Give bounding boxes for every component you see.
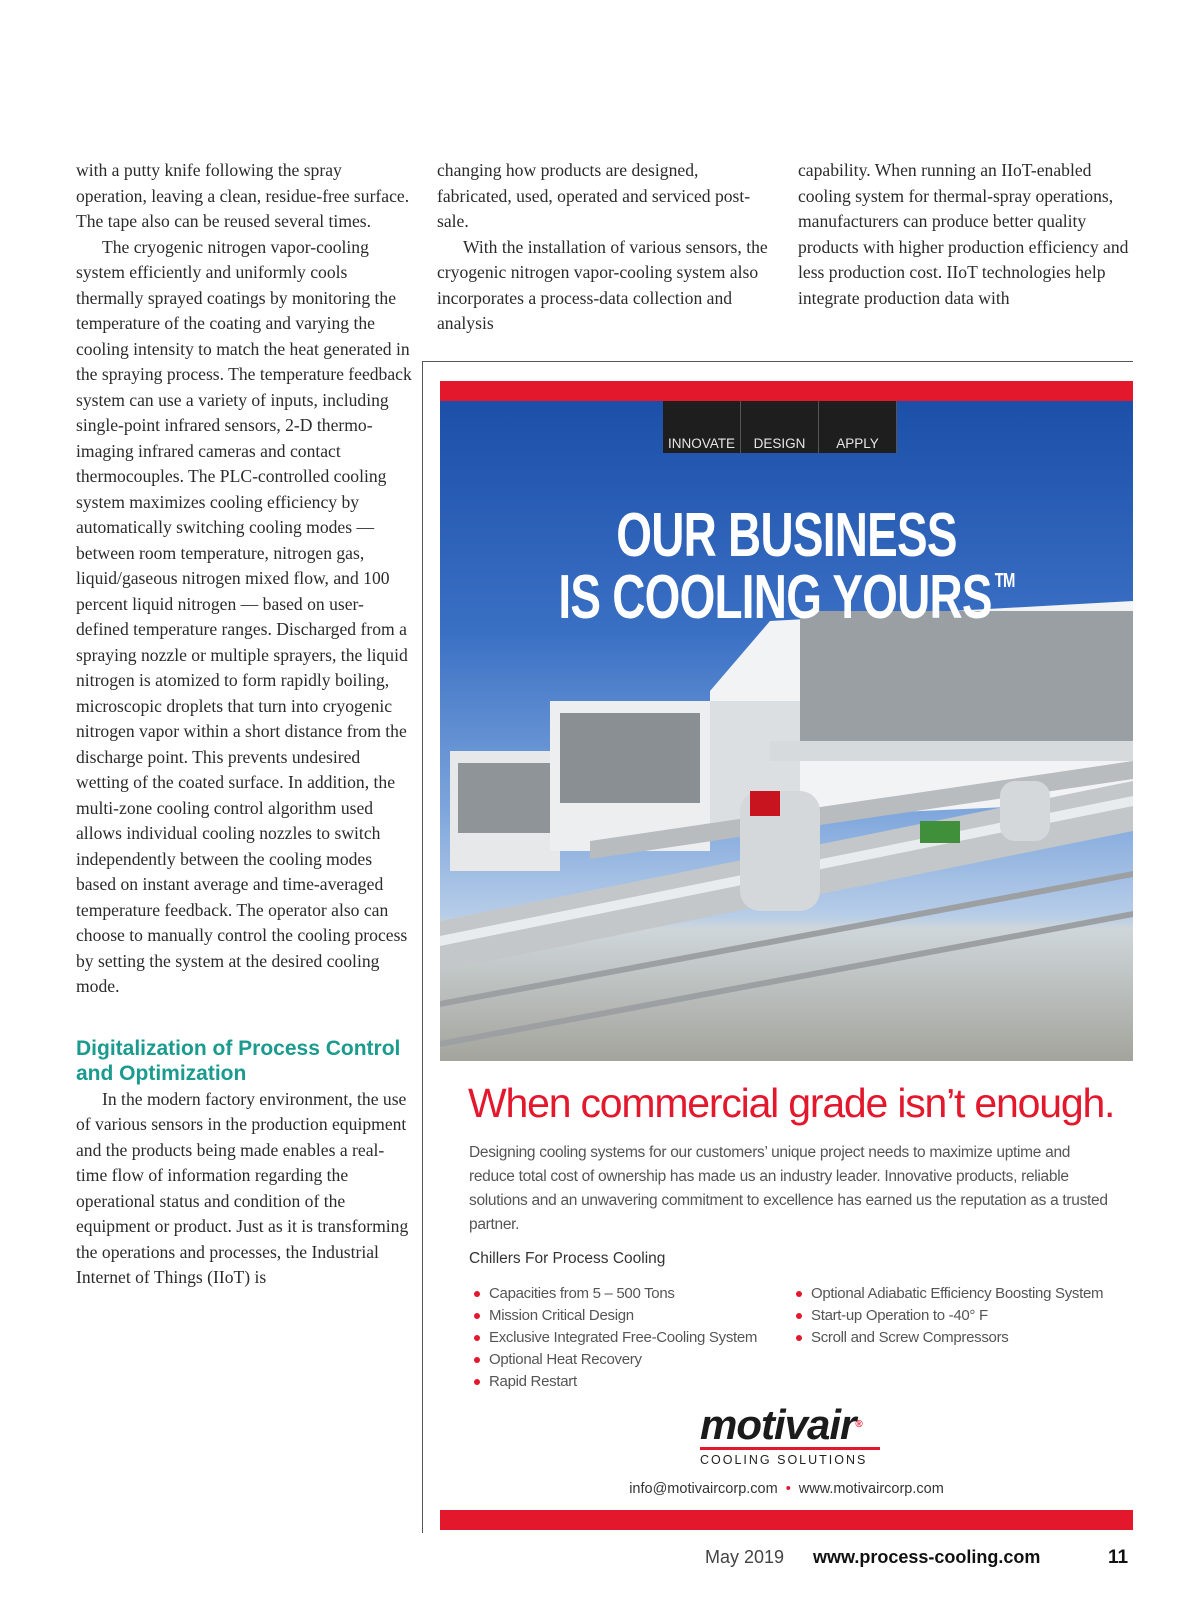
feature-list-right: [793, 1283, 1113, 1349]
feature-item: Scroll and Screw Compressors: [793, 1327, 1113, 1349]
ad-body-text: Designing cooling systems for our customers’ unique project needs to maximize uptime and reduce total cost of ownership has made us an industry leader. Innovative products, reliable solutions and an unwavering commitment to excellence has earned us the reputation as a trusted partner.: [469, 1144, 1108, 1233]
ad-website[interactable]: www.motivaircorp.com: [798, 1481, 944, 1497]
ad-tagline: When commercial grade isn’t enough.: [468, 1080, 1115, 1126]
ad-tab-innovate: INNOVATE: [663, 401, 741, 453]
article-paragraph: changing how products are designed, fabricated, used, operated and serviced post-sale.: [437, 160, 751, 231]
ad-tab-strip: [663, 401, 897, 453]
article-column-1: [76, 158, 414, 1291]
article-paragraph: The cryogenic nitrogen vapor-cooling system efficiently and uniformly cools thermally sprayed coatings by monitoring the temperature of the coating and varying the cooling intensity to match the heat generated in the spraying process. The temperature feedback system can use a variety of inputs, including single-point infrared sensors, 2-D thermo-imaging infrared cameras and contact thermocouples. The PLC-controlled cooling system maximizes cooling efficiency by automatically switching cooling modes — between room temperature, nitrogen gas, liquid/gaseous nitrogen mixed flow, and 100 percent liquid nitrogen — based on user-defined temperature ranges. Discharged from a spraying nozzle or multiple sprayers, the liquid nitrogen is atomized to form rapidly boiling, microscopic droplets that turn into cryogenic nitrogen vapor within a short distance from the discharge point. This prevents undesired wetting of the coated surface. In addition, the multi-zone cooling control algorithm used allows individual cooling nozzles to switch independently between the cooling modes based on instant average and time-averaged temperature feedback. The operator also can choose to manually control the cooling process by setting the system at the desired cooling mode.: [76, 236, 412, 996]
article-paragraph: With the installation of various sensors, the cryogenic nitrogen vapor-cooling system also incorporates a process-data collection and analysis: [437, 236, 768, 333]
chillers-rooftop-illustration: [440, 401, 1133, 1061]
ad-red-bar: [440, 381, 1133, 401]
feature-item: Mission Critical Design: [471, 1305, 791, 1327]
trademark-mark: TM: [994, 570, 1015, 592]
feature-list-left: [471, 1283, 791, 1393]
footer-date: May 2019: [705, 1547, 785, 1567]
ad-red-bar: [440, 1510, 1133, 1530]
ad-headline-line: IS COOLING YOURS: [558, 563, 992, 632]
feature-item: Optional Adiabatic Efficiency Boosting System: [793, 1283, 1113, 1305]
ad-tab-apply: APPLY: [819, 401, 897, 453]
ad-headline-line: OUR BUSINESS: [616, 501, 957, 570]
feature-item: Rapid Restart: [471, 1371, 791, 1393]
ad-email[interactable]: info@motivaircorp.com: [629, 1481, 778, 1497]
feature-item: Exclusive Integrated Free-Cooling System: [471, 1327, 791, 1349]
article-paragraph: with a putty knife following the spray operation, leaving a clean, residue-free surface. The tape also can be reused several times.: [76, 160, 410, 231]
ad-hero-photo: [440, 401, 1133, 1061]
logo-subtitle: COOLING SOLUTIONS: [700, 1453, 868, 1467]
feature-item: Capacities from 5 – 500 Tons: [471, 1283, 791, 1305]
footer-website[interactable]: www.process-cooling.com: [813, 1547, 1041, 1567]
separator-dot: •: [785, 1481, 791, 1497]
ad-products-heading: Chillers For Process Cooling: [469, 1250, 666, 1267]
feature-item: Optional Heat Recovery: [471, 1349, 791, 1371]
ad-contact-line: [440, 1481, 1133, 1497]
ad-tab-design: DESIGN: [741, 401, 819, 453]
registered-mark: ®: [855, 1419, 862, 1430]
article-column-2: [437, 158, 777, 337]
page-footer: [0, 1547, 1200, 1573]
page-number: 11: [1108, 1547, 1129, 1568]
article-paragraph: capability. When running an IIoT-enabled cooling system for thermal-spray operations, manufacturers can produce better quality products with higher production efficiency and less production cost. IIoT technologies help integrate production data with: [798, 160, 1129, 308]
logo-wordmark: motivair: [700, 1401, 856, 1448]
ad-frame-rule: [422, 361, 423, 1533]
article-column-3: [798, 158, 1138, 311]
ad-frame-rule: [422, 361, 1133, 362]
section-heading: Digitalization of Process Control and Optimization: [76, 1036, 401, 1085]
feature-item: Start-up Operation to -40° F: [793, 1305, 1113, 1327]
article-paragraph: In the modern factory environment, the use of various sensors in the production equipment and the products being made enables a real-time flow of information regarding the operational status and condition of the equipment or product. Just as it is transforming the operations and processes, the Industrial Internet of Things (IIoT) is: [76, 1088, 409, 1287]
motivair-logo: [700, 1401, 900, 1467]
ad-headline: [530, 501, 1043, 632]
